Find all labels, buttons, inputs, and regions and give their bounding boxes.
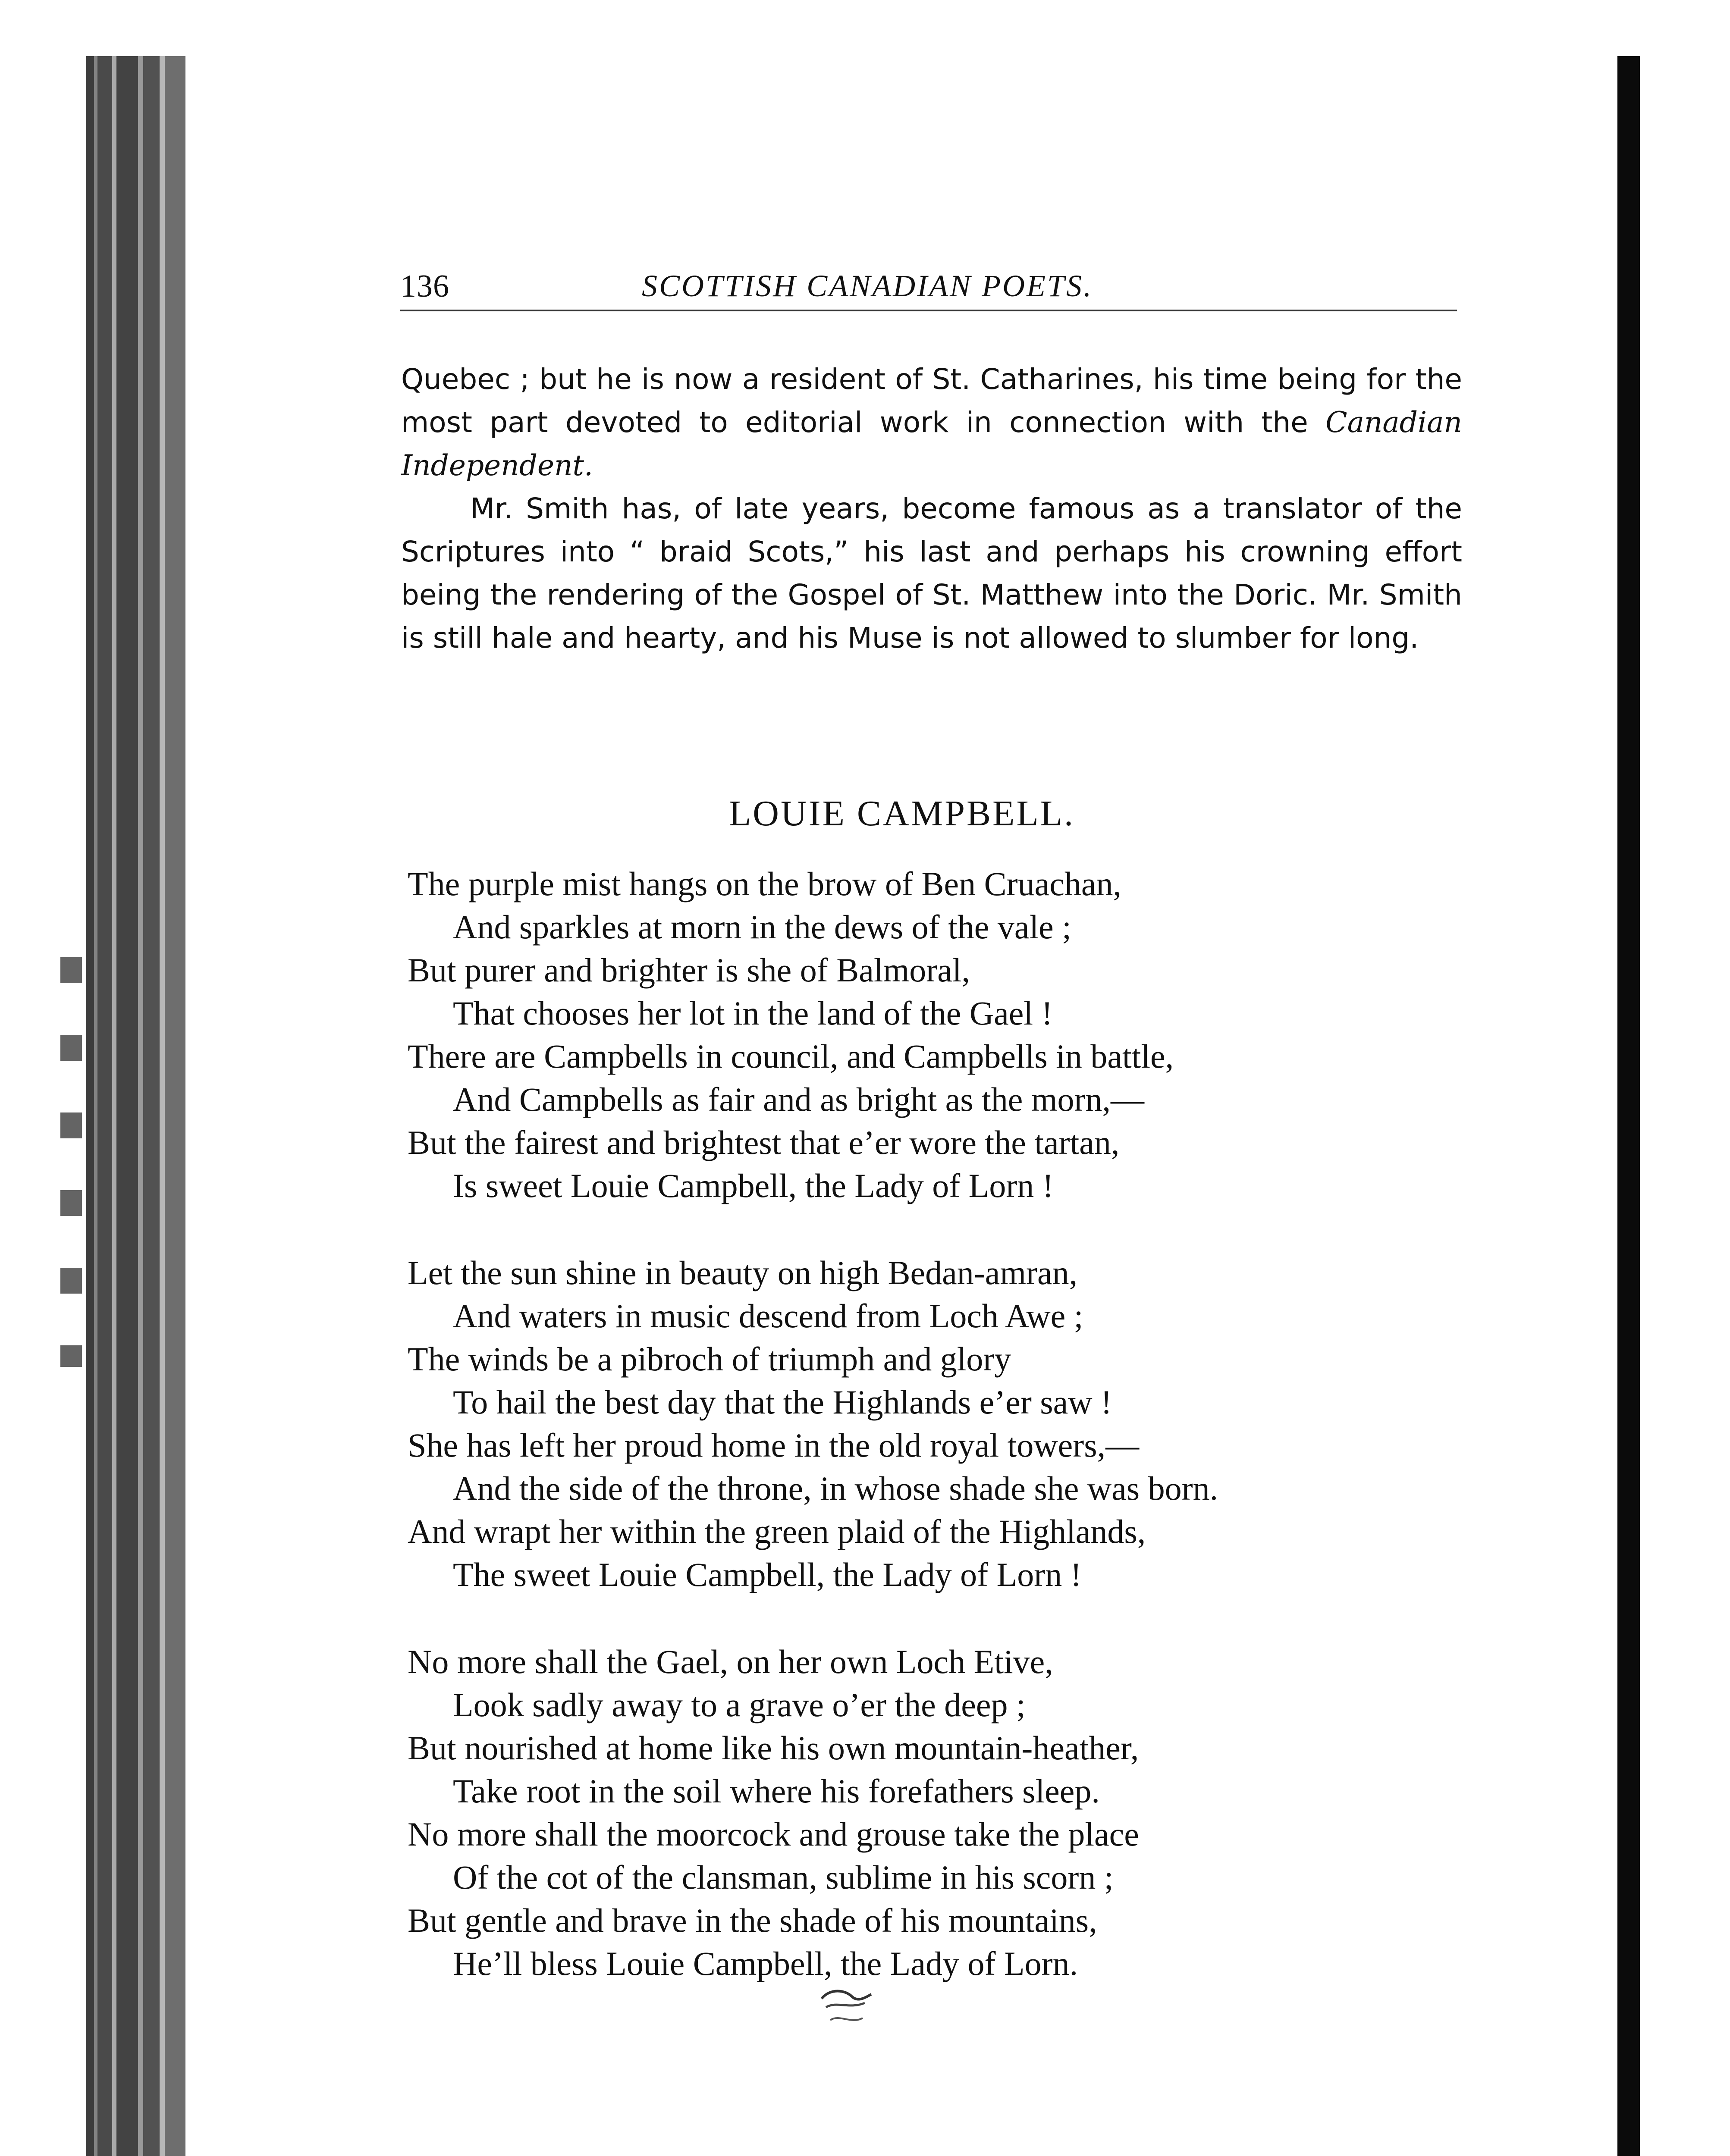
poem-stanza-3 bbox=[408, 1640, 1486, 1985]
prose-paragraph-1-text: Quebec ; but he is now a resident of St. Catharines, his time being for the most part devoted to editorial work in connection with the bbox=[401, 363, 1462, 439]
poem-line: No more shall the Gael, on her own Loch Etive, bbox=[408, 1643, 1053, 1680]
page-header bbox=[400, 259, 1457, 319]
prose-paragraph-2: Mr. Smith has, of late years, become famous as a translator of the Scriptures into “ braid Scots,” his last and perhaps his crowning effort being the rendering of the Gospel of St. Matthew into the Doric. Mr. Smith is still hale and hearty, and his Muse is not allowed to slumber for long. bbox=[401, 492, 1462, 655]
poem-line: There are Campbells in council, and Campbells in battle, bbox=[408, 1037, 1174, 1075]
poem-line: Of the cot of the clansman, sublime in his scorn ; bbox=[453, 1858, 1114, 1896]
prose-paragraph-1 bbox=[401, 358, 1462, 487]
poem-line: But purer and brighter is she of Balmoral, bbox=[408, 951, 970, 989]
poem-line: But the fairest and brightest that e’er wore the tartan, bbox=[408, 1124, 1120, 1161]
header-rule bbox=[400, 310, 1457, 311]
poem-line: And Campbells as fair and as bright as the morn,— bbox=[453, 1081, 1144, 1118]
poem-line: The sweet Louie Campbell, the Lady of Lorn ! bbox=[453, 1556, 1082, 1593]
biography-prose bbox=[401, 358, 1462, 660]
poem-line: But gentle and brave in the shade of his mountains, bbox=[408, 1902, 1097, 1939]
end-ornament bbox=[815, 1984, 876, 2031]
poem-line: She has left her proud home in the old royal towers,— bbox=[408, 1426, 1140, 1464]
poem-line: But nourished at home like his own mountain-heather, bbox=[408, 1729, 1139, 1767]
poem-line: And the side of the throne, in whose shade she was born. bbox=[453, 1470, 1218, 1507]
binding-edge-scan-artifact bbox=[86, 56, 185, 2156]
right-edge-scan-strip bbox=[1617, 56, 1640, 2156]
poem-line: To hail the best day that the Highlands e’er saw ! bbox=[453, 1383, 1112, 1421]
running-title: SCOTTISH CANADIAN POETS. bbox=[642, 269, 1093, 303]
poem-stanza-1 bbox=[408, 862, 1486, 1207]
page-number: 136 bbox=[400, 269, 449, 304]
poem-stanza-2 bbox=[408, 1251, 1486, 1596]
poem-line: The winds be a pibroch of triumph and glory bbox=[408, 1340, 1011, 1378]
poem-line: Is sweet Louie Campbell, the Lady of Lorn ! bbox=[453, 1167, 1054, 1204]
poem-line: That chooses her lot in the land of the Gael ! bbox=[453, 994, 1053, 1032]
poem-line: Let the sun shine in beauty on high Bedan-amran, bbox=[408, 1254, 1078, 1291]
poem-title: LOUIE CAMPBELL. bbox=[729, 793, 1075, 834]
poem-line: Take root in the soil where his forefathers sleep. bbox=[453, 1772, 1100, 1810]
poem-line: He’ll bless Louie Campbell, the Lady of Lorn. bbox=[453, 1945, 1078, 1982]
poem-line: Look sadly away to a grave o’er the deep ; bbox=[453, 1686, 1026, 1724]
poem-body bbox=[408, 862, 1486, 2029]
poem-line: And sparkles at morn in the dews of the vale ; bbox=[453, 908, 1071, 946]
poem-line: No more shall the moorcock and grouse take the place bbox=[408, 1815, 1139, 1853]
poem-line: And waters in music descend from Loch Awe ; bbox=[453, 1297, 1083, 1335]
journal-name: Canadian Independent. bbox=[401, 406, 1462, 482]
poem-line: The purple mist hangs on the brow of Ben Cruachan, bbox=[408, 865, 1121, 903]
poem-line: And wrapt her within the green plaid of the Highlands, bbox=[408, 1513, 1146, 1550]
binding-marks-scan-artifact bbox=[60, 957, 82, 1367]
